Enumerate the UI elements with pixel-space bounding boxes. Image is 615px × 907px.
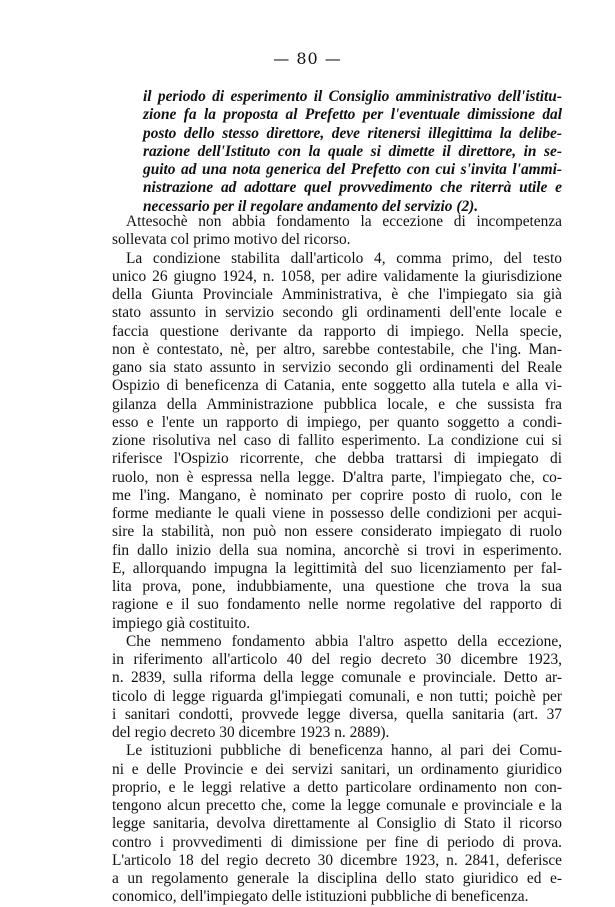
- paragraph-line: a un regolamento generale la disciplina dello stato giuridico ed e-: [112, 870, 562, 887]
- paragraph-line: i sanitari condotti, provvede legge diversa, quella sanitaria (art. 37: [112, 705, 562, 723]
- paragraph: [112, 250, 562, 633]
- paragraph: [112, 742, 562, 906]
- quote-line: razione dell'Istituto con la quale si dimette il direttore, in se-: [143, 142, 562, 160]
- page-number: — 80 —: [273, 49, 342, 68]
- paragraph: [112, 213, 562, 250]
- paragraph-line: conomico, dell'impiegato delle istituzioni pubbliche di beneficenza.: [112, 888, 529, 906]
- paragraph-line: L'articolo 18 del regio decreto 30 dicembre 1923, n. 2841, deferisce: [112, 851, 562, 869]
- paragraph-line: non è contestato, nè, per altro, sarebbe contestabile, che l'ing. Man-: [112, 340, 562, 358]
- paragraph-line: proprio, e le leggi relative a detto particolare ordinamento non con-: [112, 778, 562, 796]
- paragraph-line: della Giunta Provinciale Amministrativa, è che l'impiegato sia già: [112, 286, 562, 303]
- paragraph-line: in riferimento all'articolo 40 del regio decreto 30 dicembre 1923,: [112, 651, 562, 668]
- paragraph-line: ticolo di legge riguarda gl'impiegati comunali, e non tutti; poichè per: [112, 687, 562, 705]
- paragraph-line: fin dallo inizio della sua nomina, ancorchè si trovi in esperimento.: [112, 541, 562, 559]
- quote-line: nistrazione ad adottare quel provvedimento che riterrà utile e: [143, 179, 562, 197]
- paragraph-line: gilanza della Amministrazione pubblica locale, e che sussista fra: [112, 395, 562, 413]
- paragraph-line: n. 2839, sulla riforma della legge comunale e provinciale. Detto ar-: [112, 669, 562, 687]
- paragraph-line: lita prova, pone, indubbiamente, una questione che trova la sua: [112, 578, 562, 595]
- paragraph-line: La condizione stabilita dall'articolo 4, comma primo, del testo: [126, 249, 562, 267]
- quote-line: il periodo di esperimento il Consiglio amministrativo dell'istitu-: [143, 88, 562, 105]
- paragraph: [112, 633, 562, 743]
- paragraph-line: faccia questione derivante da rapporto di impiego. Nella specie,: [112, 322, 562, 340]
- paragraph-line: Attesochè non abbia fondamento la eccezione di incompetenza: [126, 213, 562, 230]
- paragraph-line: ragione e il suo fondamento nelle norme regolative del rapporto di: [112, 596, 562, 614]
- quote-line: necessario per il regolare andamento del servizio (2).: [143, 197, 479, 215]
- paragraph-line: zione risolutiva nel caso di fallito esperimento. La condizione cui si: [112, 432, 562, 449]
- paragraph-line: gano sia stato assunto in servizio secondo gli ordinamenti del Reale: [112, 359, 562, 376]
- paragraph-line: ni e delle Provincie e dei servizi sanitari, un ordinamento giuridico: [112, 760, 562, 778]
- paragraph-line: sollevata col primo motivo del ricorso.: [112, 231, 351, 249]
- paragraph-line: stato assunto in servizio secondo gli ordinamenti dell'ente locale e: [112, 304, 562, 322]
- body-text: [112, 213, 562, 907]
- paragraph-line: riferisce l'Ospizio ricorrente, che debba trattarsi di impiegato di: [112, 450, 562, 468]
- paragraph-line: esso e l'ente un rapporto di impiego, per quanto soggetto a condi-: [112, 413, 562, 431]
- paragraph-line: tengono alcun precetto che, come la legge comunale e provinciale e la: [112, 797, 562, 814]
- quote-line: zione fa la proposta al Prefetto per l'eventuale dimissione dal: [143, 106, 562, 124]
- paragraph-line: impiego già costituito.: [112, 614, 251, 632]
- paragraph-line: Ospizio di beneficenza di Catania, ente soggetto alla tutela e alla vi-: [112, 377, 562, 395]
- quoted-maxim: [143, 88, 562, 216]
- quote-line: guito ad una nota generica del Prefetto con cui s'invita l'ammi-: [143, 161, 562, 178]
- paragraph-line: Che nemmeno fondamento abbia l'altro aspetto della eccezione,: [126, 632, 562, 650]
- paragraph-line: sire la stabilità, non può non essere considerato impiegato di ruolo: [112, 523, 562, 541]
- paragraph-line: contro i provvedimenti di dimissione per fine di periodo di prova.: [112, 833, 562, 851]
- paragraph-line: ruolo, non è espressa nella legge. D'altra parte, l'impiegato che, co-: [112, 468, 562, 486]
- paragraph-line: unico 26 giugno 1924, n. 1058, per adire validamente la giurisdizione: [112, 267, 562, 285]
- paragraph-line: del regio decreto 30 dicembre 1923 n. 2889).: [112, 724, 390, 741]
- paragraph-line: me l'ing. Mangano, è nominato per coprire posto di ruolo, con le: [112, 486, 562, 504]
- paragraph-line: legge sanitaria, devolva direttamente al Consiglio di Stato il ricorso: [112, 815, 562, 833]
- paragraph-line: forme mediante le quali viene in possesso delle condizioni per acqui-: [112, 505, 562, 522]
- quote-line: posto dello stesso direttore, deve ritenersi illegittima la delibe-: [143, 124, 562, 142]
- paragraph-line: Le istituzioni pubbliche di beneficenza hanno, al pari dei Comu-: [126, 742, 562, 760]
- paragraph-line: E, allorquando impugna la legittimità del suo licenziamento per fal-: [112, 559, 562, 577]
